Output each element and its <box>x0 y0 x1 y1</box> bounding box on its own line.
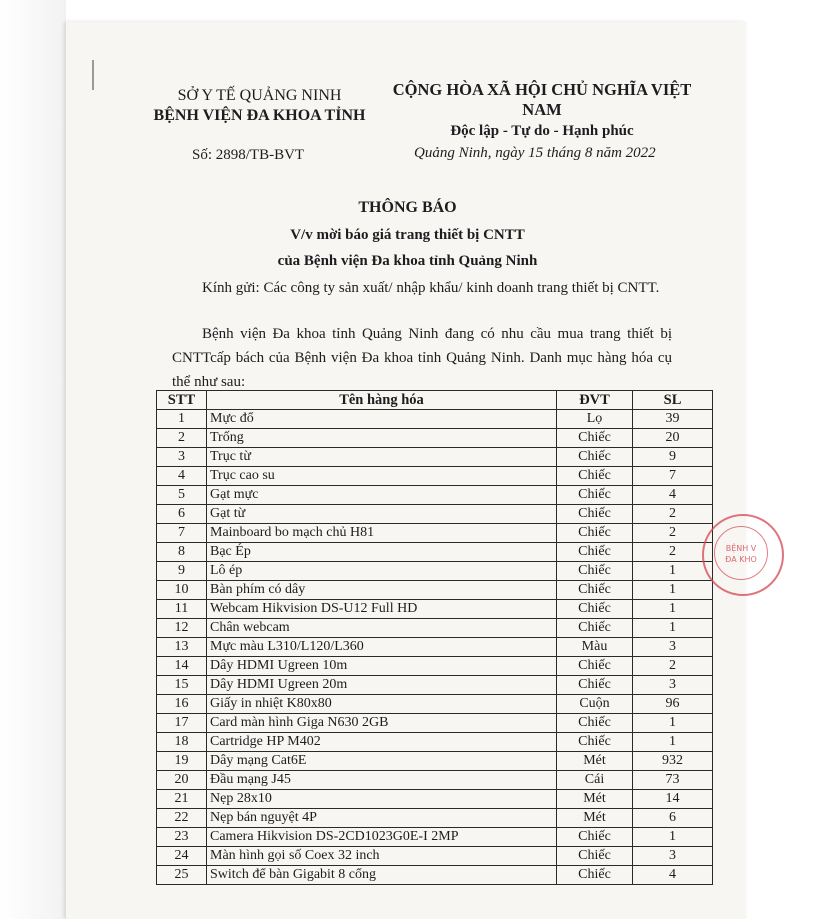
row-qty: 4 <box>633 486 713 505</box>
row-qty: 3 <box>633 847 713 866</box>
row-unit: Chiếc <box>557 581 633 600</box>
header-unit: ĐVT <box>557 391 633 410</box>
table-row <box>157 771 713 790</box>
row-stt: 16 <box>157 695 207 714</box>
table-row <box>157 695 713 714</box>
greeting-paragraph: Kính gửi: Các công ty sản xuất/ nhập khẩu/ kinh doanh trang thiết bị CNTT. <box>202 280 660 296</box>
row-qty: 1 <box>633 562 713 581</box>
row-unit: Chiếc <box>557 619 633 638</box>
row-name: Lô ép <box>207 562 557 581</box>
row-stt: 10 <box>157 581 207 600</box>
notice-subject-hospital: của Bệnh viện Đa khoa tỉnh Quảng Ninh <box>277 253 538 269</box>
items-table-body <box>157 410 713 885</box>
row-qty: 1 <box>633 581 713 600</box>
row-unit: Chiếc <box>557 543 633 562</box>
row-qty: 14 <box>633 790 713 809</box>
row-qty: 96 <box>633 695 713 714</box>
table-row <box>157 467 713 486</box>
row-stt: 17 <box>157 714 207 733</box>
row-qty: 7 <box>633 467 713 486</box>
row-unit: Chiếc <box>557 847 633 866</box>
row-stt: 9 <box>157 562 207 581</box>
table-row <box>157 505 713 524</box>
row-qty: 1 <box>633 714 713 733</box>
row-stt: 4 <box>157 467 207 486</box>
row-unit: Chiếc <box>557 828 633 847</box>
row-qty: 1 <box>633 733 713 752</box>
table-row <box>157 866 713 885</box>
row-name: Mainboard bo mạch chủ H81 <box>207 524 557 543</box>
row-stt: 3 <box>157 448 207 467</box>
row-qty: 73 <box>633 771 713 790</box>
row-unit: Mét <box>557 752 633 771</box>
row-name: Card màn hình Giga N630 2GB <box>207 714 557 733</box>
row-stt: 5 <box>157 486 207 505</box>
row-unit: Cuộn <box>557 695 633 714</box>
row-unit: Mét <box>557 790 633 809</box>
row-unit: Chiếc <box>557 714 633 733</box>
table-row <box>157 638 713 657</box>
row-qty: 1 <box>633 828 713 847</box>
row-qty: 2 <box>633 657 713 676</box>
row-qty: 3 <box>633 638 713 657</box>
row-name: Màn hình gọi số Coex 32 inch <box>207 847 557 866</box>
table-row <box>157 657 713 676</box>
row-name: Cartridge HP M402 <box>207 733 557 752</box>
row-stt: 24 <box>157 847 207 866</box>
row-name: Bạc Ép <box>207 543 557 562</box>
table-row <box>157 543 713 562</box>
table-row <box>157 410 713 429</box>
row-stt: 22 <box>157 809 207 828</box>
row-unit: Chiếc <box>557 676 633 695</box>
stamp-inner-ring <box>714 526 768 580</box>
row-qty: 1 <box>633 619 713 638</box>
row-name: Gạt mực <box>207 486 557 505</box>
header-name: Tên hàng hóa <box>207 391 557 410</box>
intro-paragraph: Bệnh viện Đa khoa tỉnh Quảng Ninh đang có nhu cầu mua trang thiết bị CNTTcấp bách của Bệnh viện Đa khoa tỉnh Quảng Ninh. Danh mục hàng hóa cụ thể như sau: <box>172 326 672 390</box>
row-qty: 6 <box>633 809 713 828</box>
row-unit: Chiếc <box>557 505 633 524</box>
table-row <box>157 619 713 638</box>
row-unit: Cái <box>557 771 633 790</box>
row-stt: 18 <box>157 733 207 752</box>
table-row <box>157 600 713 619</box>
table-row <box>157 581 713 600</box>
table-row <box>157 486 713 505</box>
stamp-text-bottom: ĐA KHO <box>725 555 757 564</box>
table-row <box>157 733 713 752</box>
issuer-department: SỞ Y TẾ QUẢNG NINH <box>177 87 342 104</box>
row-qty: 1 <box>633 600 713 619</box>
national-motto: Độc lập - Tự do - Hạnh phúc <box>450 123 634 139</box>
table-row <box>157 429 713 448</box>
row-stt: 14 <box>157 657 207 676</box>
row-unit: Chiếc <box>557 448 633 467</box>
table-row <box>157 790 713 809</box>
table-row <box>157 562 713 581</box>
row-stt: 7 <box>157 524 207 543</box>
table-row <box>157 448 713 467</box>
row-qty: 932 <box>633 752 713 771</box>
row-stt: 15 <box>157 676 207 695</box>
row-name: Mực đổ <box>207 410 557 429</box>
row-unit: Chiếc <box>557 866 633 885</box>
reference-number: Số: 2898/TB-BVT <box>192 147 305 163</box>
table-row <box>157 676 713 695</box>
table-row <box>157 524 713 543</box>
row-unit: Màu <box>557 638 633 657</box>
header-stt: STT <box>157 391 207 410</box>
row-qty: 39 <box>633 410 713 429</box>
row-stt: 6 <box>157 505 207 524</box>
row-stt: 23 <box>157 828 207 847</box>
issuer-block <box>142 86 377 126</box>
header-qty: SL <box>633 391 713 410</box>
row-unit: Chiếc <box>557 733 633 752</box>
notice-title: THÔNG BÁO <box>358 199 457 216</box>
row-unit: Chiếc <box>557 486 633 505</box>
row-name: Trống <box>207 429 557 448</box>
row-qty: 2 <box>633 543 713 562</box>
row-name: Trục từ <box>207 448 557 467</box>
row-name: Nẹp 28x10 <box>207 790 557 809</box>
row-name: Switch để bàn Gigabit 8 cổng <box>207 866 557 885</box>
row-unit: Mét <box>557 809 633 828</box>
row-stt: 8 <box>157 543 207 562</box>
stamp-text-top: BỆNH V <box>725 544 757 553</box>
table-row <box>157 828 713 847</box>
row-qty: 3 <box>633 676 713 695</box>
red-seal-stamp <box>702 514 784 596</box>
row-name: Nẹp bán nguyệt 4P <box>207 809 557 828</box>
row-name: Dây HDMI Ugreen 20m <box>207 676 557 695</box>
table-row <box>157 809 713 828</box>
row-name: Giấy in nhiệt K80x80 <box>207 695 557 714</box>
row-name: Mực màu L310/L120/L360 <box>207 638 557 657</box>
notice-subject: V/v mời báo giá trang thiết bị CNTT <box>290 227 525 243</box>
row-name: Gạt từ <box>207 505 557 524</box>
row-stt: 1 <box>157 410 207 429</box>
row-qty: 2 <box>633 505 713 524</box>
table-row <box>157 847 713 866</box>
national-title: CỘNG HÒA XÃ HỘI CHỦ NGHĨA VIỆT NAM <box>392 80 692 119</box>
row-name: Trục cao su <box>207 467 557 486</box>
row-qty: 20 <box>633 429 713 448</box>
row-name: Dây HDMI Ugreen 10m <box>207 657 557 676</box>
row-stt: 19 <box>157 752 207 771</box>
row-unit: Chiếc <box>557 657 633 676</box>
row-name: Chân webcam <box>207 619 557 638</box>
row-unit: Lọ <box>557 410 633 429</box>
row-stt: 21 <box>157 790 207 809</box>
row-name: Đầu mạng J45 <box>207 771 557 790</box>
row-unit: Chiếc <box>557 467 633 486</box>
row-name: Bàn phím có dây <box>207 581 557 600</box>
pen-mark <box>92 60 94 90</box>
row-name: Webcam Hikvision DS-U12 Full HD <box>207 600 557 619</box>
table-header-row <box>157 391 713 410</box>
issuer-hospital: BỆNH VIỆN ĐA KHOA TỈNH <box>153 107 366 124</box>
row-stt: 13 <box>157 638 207 657</box>
row-unit: Chiếc <box>557 429 633 448</box>
row-stt: 11 <box>157 600 207 619</box>
page-edge-shadow <box>0 0 66 919</box>
national-heading <box>372 80 712 142</box>
row-stt: 2 <box>157 429 207 448</box>
row-qty: 2 <box>633 524 713 543</box>
row-unit: Chiếc <box>557 600 633 619</box>
row-stt: 20 <box>157 771 207 790</box>
row-qty: 9 <box>633 448 713 467</box>
row-name: Dây mạng Cat6E <box>207 752 557 771</box>
row-qty: 4 <box>633 866 713 885</box>
issue-date: Quảng Ninh, ngày 15 tháng 8 năm 2022 <box>414 145 656 161</box>
row-unit: Chiếc <box>557 524 633 543</box>
items-table <box>156 390 713 885</box>
table-row <box>157 714 713 733</box>
table-row <box>157 752 713 771</box>
row-stt: 25 <box>157 866 207 885</box>
row-unit: Chiếc <box>557 562 633 581</box>
row-stt: 12 <box>157 619 207 638</box>
row-name: Camera Hikvision DS-2CD1023G0E-I 2MP <box>207 828 557 847</box>
